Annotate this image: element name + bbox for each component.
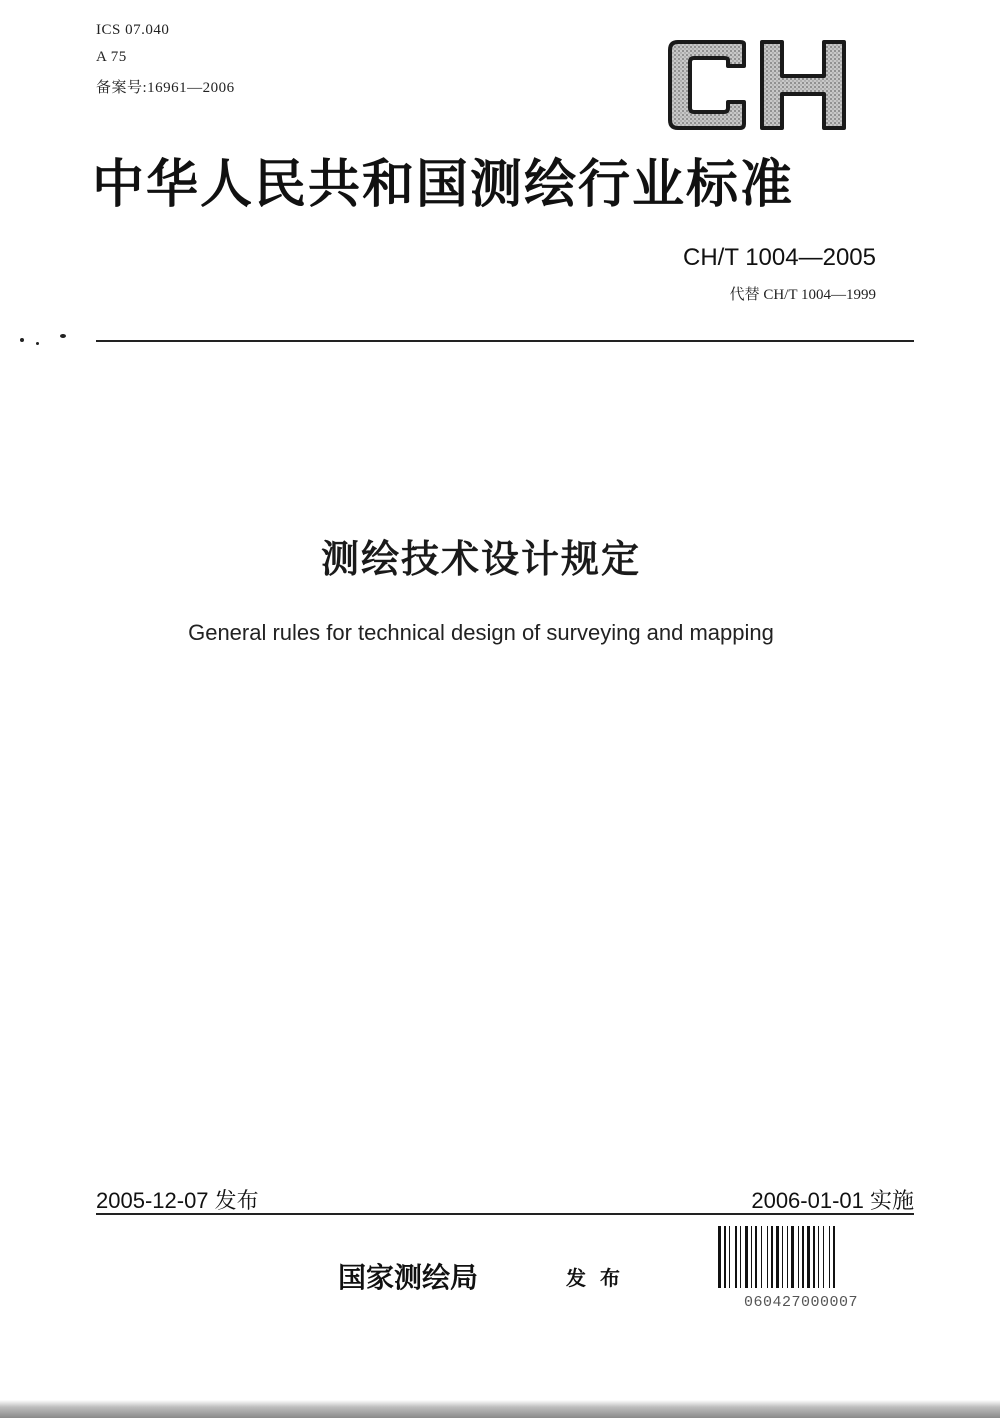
scan-speck [60, 334, 66, 338]
ics-code: ICS 07.040 [96, 22, 170, 38]
document-title-en: General rules for technical design of surveying and mapping [188, 620, 774, 645]
standard-number: CH/T 1004—2005 [682, 244, 876, 271]
document-title-cn: 测绘技术设计规定 [320, 537, 641, 581]
filing-number: 备案号:16961—2006 [96, 80, 235, 96]
barcode-icon [716, 1226, 902, 1290]
replaces-standard: 代替 CH/T 1004—1999 [729, 287, 876, 303]
barcode-number: 060427000007 [744, 1294, 859, 1311]
publish-label: 发布 [566, 1266, 634, 1290]
standard-category-title: 中华人民共和国测绘行业标准 [92, 155, 795, 215]
effective-date: 2006-01-01 实施 [751, 1188, 914, 1213]
scan-speck [20, 338, 24, 342]
ch-logo-icon [666, 38, 848, 132]
classification-code: A 75 [96, 49, 127, 65]
header-divider [96, 340, 914, 342]
scan-speck [36, 342, 39, 345]
scan-edge [0, 1400, 1000, 1418]
issue-date: 2005-12-07 发布 [96, 1188, 259, 1213]
footer-divider [96, 1213, 914, 1215]
publisher-name: 国家测绘局 [338, 1261, 479, 1294]
